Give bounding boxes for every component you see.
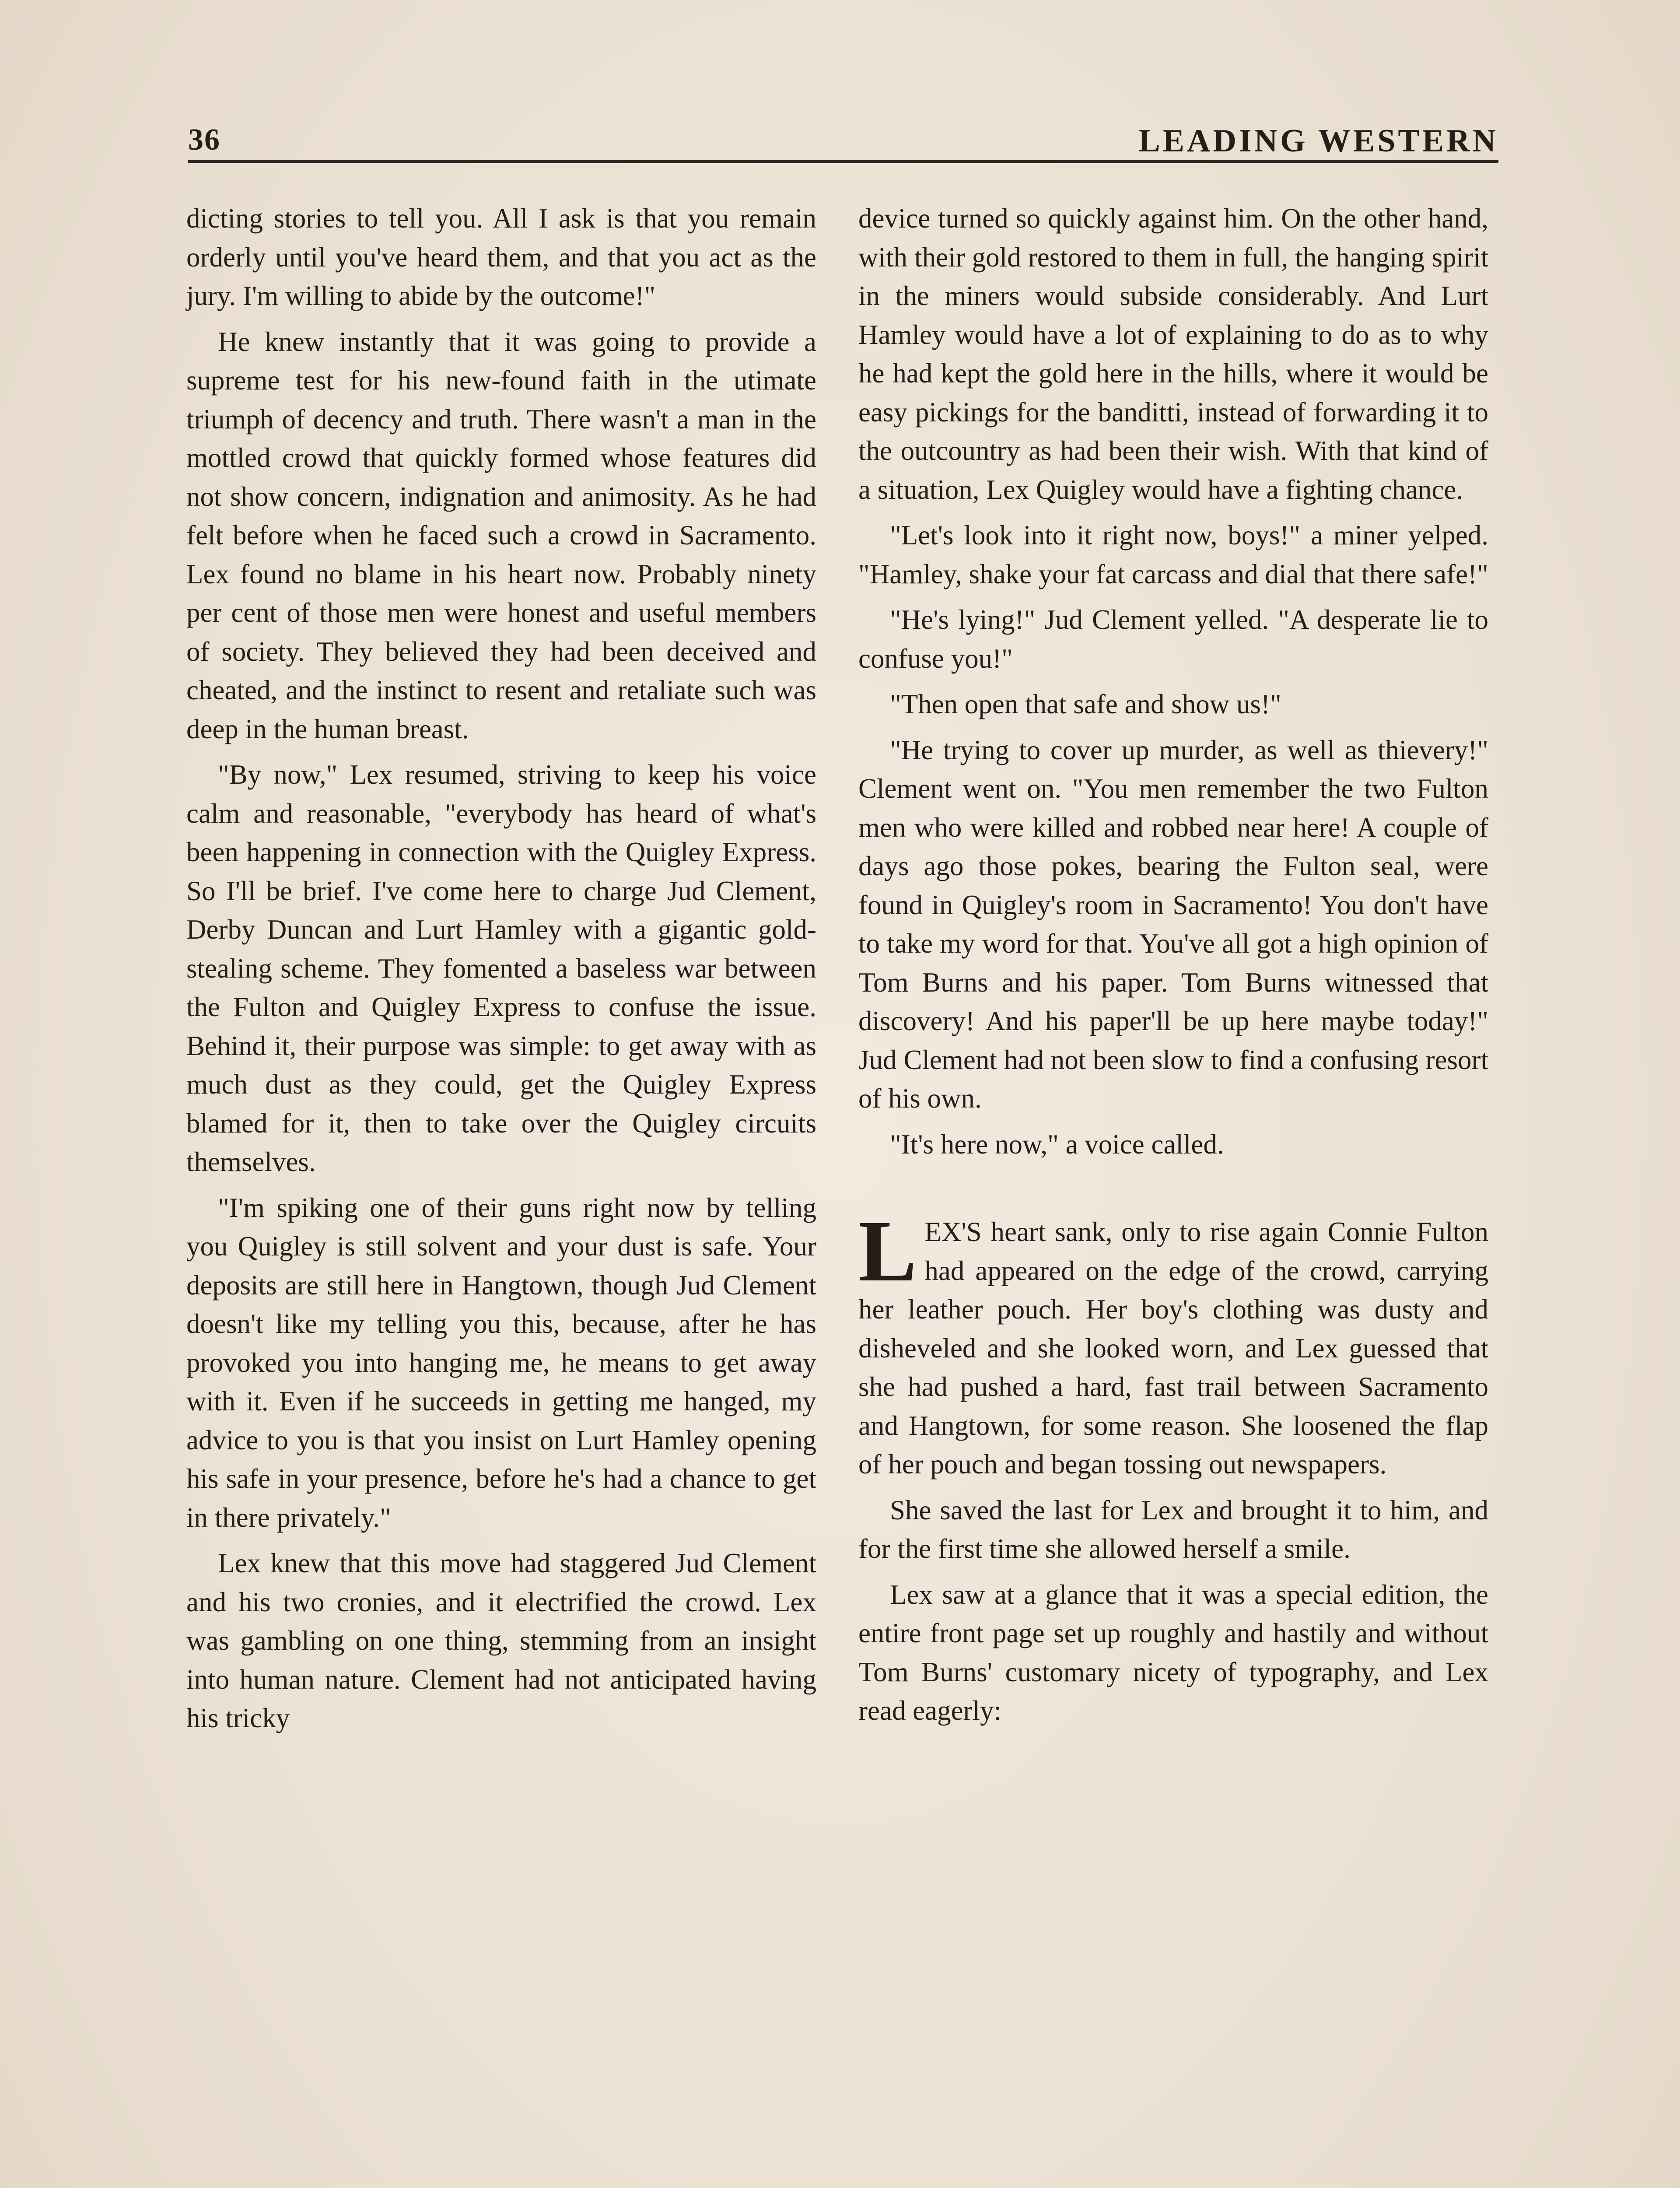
paragraph: "By now," Lex resumed, striving to keep his voice calm and reasonable, "everybody has heard of what's been happening in connection with the Quigley Express. So I'll be brief. I've come here to charge Jud Clement, Derby Duncan and Lurt Hamley with a gigantic gold-stealing scheme. They fomented a baseless war between the Fulton and Quigley Express to confuse the issue. Behind it, their purpose was simple: to get away with as much dust as they could, get the Quigley Express blamed for it, then to take over the Quigley circuits themselves. [186, 759, 816, 1177]
paragraph: "He's lying!" Jud Clement yelled. "A desperate lie to confuse you!" [858, 604, 1488, 674]
page-number: 36 [188, 123, 220, 157]
paragraph: "It's here now," a voice called. [890, 1129, 1224, 1160]
page-header [188, 118, 1498, 163]
drop-cap-paragraph [858, 1203, 1488, 1484]
paragraph: "Then open that safe and show us!" [890, 689, 1281, 719]
paragraph: Lex saw at a glance that it was a special edition, the entire front page set up roughly and hastily and without Tom Burns' customary nicety of typography, and Lex read eagerly: [858, 1579, 1488, 1726]
paragraph: He knew instantly that it was going to provide a supreme test for his new-found faith in the utimate triumph of decency and truth. There wasn't a man in the mottled crowd that quickly formed whose features did not show concern, indignation and animosity. As he had felt before when he faced such a crowd in Sacramento. Lex found no blame in his heart now. Probably ninety per cent of those men were honest and useful members of society. They believed they had been deceived and cheated, and the instinct to resent and retaliate such was deep in the human breast. [186, 326, 816, 744]
right-text-column [858, 199, 1488, 1737]
magazine-title: LEADING WESTERN [1138, 123, 1498, 159]
paragraph: Lex knew that this move had staggered Jud Clement and his two cronies, and it electrified the crowd. Lex was gambling on one thing, stemming from an insight into human nature. Clement had not anticipated having his tricky [186, 1548, 816, 1733]
paragraph: "Let's look into it right now, boys!" a miner yelped. "Hamley, shake your fat carcass and dial that there safe!" [858, 520, 1488, 589]
section-break [858, 1171, 1488, 1213]
drop-cap: L [858, 1203, 917, 1300]
paragraph: dicting stories to tell you. All I ask is that you remain orderly until you've heard them, and that you act as the jury. I'm willing to abide by the outcome!" [186, 203, 816, 311]
paragraph: "He trying to cover up murder, as well as thievery!" Clement went on. "You men remember the two Fulton men who were killed and robbed near here! A couple of days ago those pokes, bearing the Fulton seal, were found in Quigley's room in Sacramento! You don't have to take my word for that. You've all got a high opinion of Tom Burns and his paper. Tom Burns witnessed that discovery! And his paper'll be up here maybe today!" Jud Clement had not been slow to find a confusing resort of his own. [858, 734, 1488, 1114]
drop-cap-paragraph-text: EX'S heart sank, only to rise again Connie Fulton had appeared on the edge of the crowd, carrying her leather pouch. Her boy's clothing was dusty and disheveled and she looked worn, and Lex guessed that she had pushed a hard, fast trail between Sacramento and Hangtown, for some reason. She loosened the flap of her pouch and began tossing out newspapers. [858, 1217, 1488, 1480]
paragraph: device turned so quickly against him. On the other hand, with their gold restored to them in full, the hanging spirit in the miners would subside considerably. And Lurt Hamley would have a lot of explaining to do as to why he had kept the gold here in the hills, where it would be easy pickings for the banditti, instead of forwarding it to the outcountry as had been their wish. With that kind of a situation, Lex Quigley would have a fighting chance. [858, 203, 1488, 505]
left-text-column [186, 199, 816, 1745]
paragraph: "I'm spiking one of their guns right now by telling you Quigley is still solvent and your dust is safe. Your deposits are still here in Hangtown, though Jud Clement doesn't like my telling you this, because, after he has provoked you into hanging me, he means to get away with it. Even if he succeeds in getting me hanged, my advice to you is that you insist on Lurt Hamley opening his safe in your presence, before he's had a chance to get in there privately." [186, 1192, 816, 1533]
paragraph: She saved the last for Lex and brought it to him, and for the first time she allowed herself a smile. [858, 1494, 1488, 1564]
